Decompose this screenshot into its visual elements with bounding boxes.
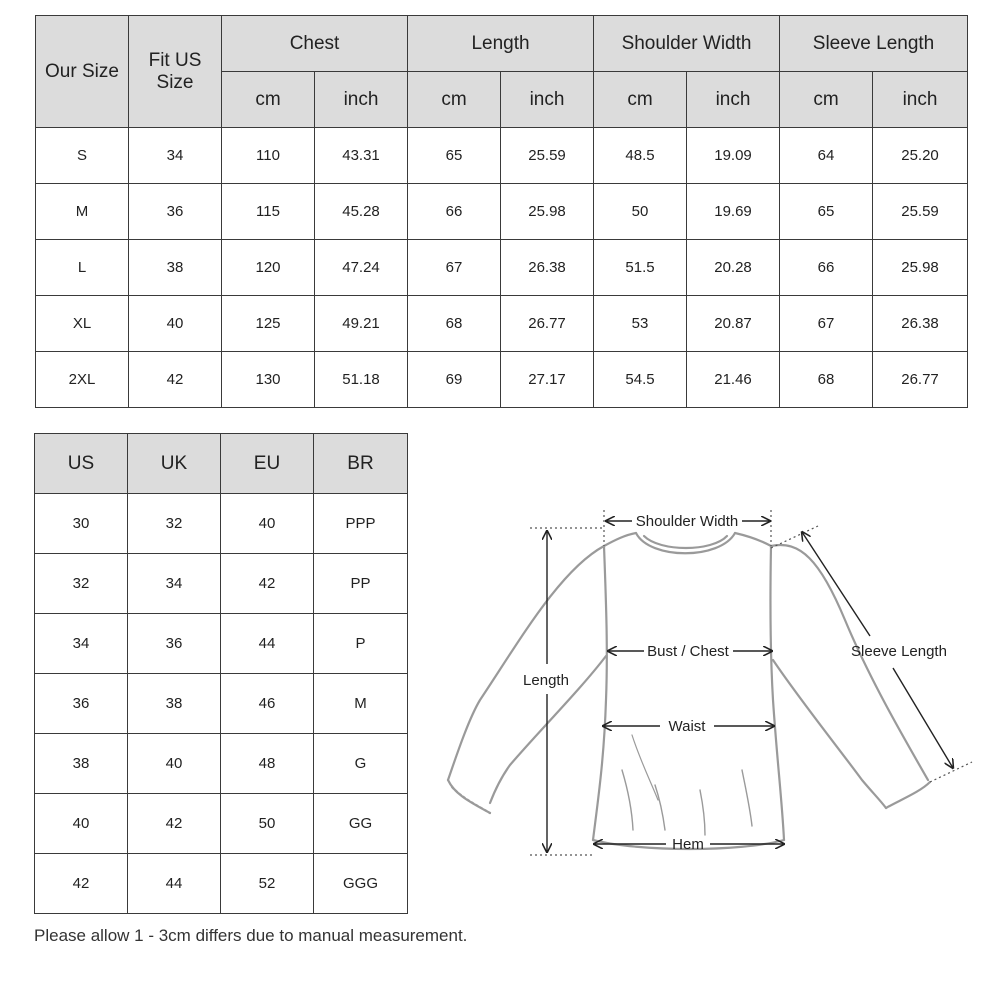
guide-lines: [530, 510, 972, 855]
cell-shoulder-cm: 54.5: [594, 352, 687, 408]
cell-sleeve-inch: 25.20: [873, 128, 968, 184]
cell-eu: 42: [221, 554, 314, 614]
header-chest: Chest: [222, 16, 408, 72]
cell-sleeve-inch: 25.98: [873, 240, 968, 296]
cell-br: G: [314, 734, 408, 794]
cell-length-inch: 26.77: [501, 296, 594, 352]
cell-eu: 48: [221, 734, 314, 794]
cell-sleeve-cm: 64: [780, 128, 873, 184]
cell-length-inch: 25.98: [501, 184, 594, 240]
subheader-shoulder-cm: cm: [594, 72, 687, 128]
cell-chest-cm: 110: [222, 128, 315, 184]
header-sleeve-length: Sleeve Length: [780, 16, 968, 72]
table-row: [35, 674, 408, 734]
cell-eu: 52: [221, 854, 314, 914]
label-bust-chest: Bust / Chest: [647, 643, 729, 660]
measurement-note: Please allow 1 - 3cm differs due to manual measurement.: [34, 926, 468, 945]
header-fit-us-size: [129, 16, 222, 128]
subheader-shoulder-inch: inch: [687, 72, 780, 128]
cell-eu: 40: [221, 494, 314, 554]
cell-sleeve-inch: 26.77: [873, 352, 968, 408]
cell-sleeve-cm: 68: [780, 352, 873, 408]
header-fit-us-size-line1: Fit US: [148, 49, 202, 71]
header-br: BR: [314, 434, 408, 494]
cell-chest-cm: 120: [222, 240, 315, 296]
measurement-arrows: [547, 521, 953, 852]
cell-br: GGG: [314, 854, 408, 914]
cell-chest-cm: 115: [222, 184, 315, 240]
cell-sleeve-inch: 26.38: [873, 296, 968, 352]
cell-sleeve-cm: 65: [780, 184, 873, 240]
cell-us: 32: [35, 554, 128, 614]
cell-uk: 32: [128, 494, 221, 554]
cell-length-cm: 67: [408, 240, 501, 296]
cell-length-cm: 69: [408, 352, 501, 408]
cell-chest-inch: 43.31: [315, 128, 408, 184]
cell-us: 34: [35, 614, 128, 674]
table-row: [35, 854, 408, 914]
cell-length-inch: 25.59: [501, 128, 594, 184]
cell-br: GG: [314, 794, 408, 854]
table-row: [35, 614, 408, 674]
cell-size: M: [36, 184, 129, 240]
cell-shoulder-inch: 20.87: [687, 296, 780, 352]
cell-length-cm: 66: [408, 184, 501, 240]
cell-chest-inch: 47.24: [315, 240, 408, 296]
header-length: Length: [408, 16, 594, 72]
cell-uk: 40: [128, 734, 221, 794]
cell-shoulder-inch: 19.69: [687, 184, 780, 240]
cell-us: 40: [129, 296, 222, 352]
cell-uk: 42: [128, 794, 221, 854]
subheader-length-inch: inch: [501, 72, 594, 128]
table-row: [36, 240, 968, 296]
subheader-chest-cm: cm: [222, 72, 315, 128]
label-length: Length: [523, 672, 569, 689]
cell-length-inch: 26.38: [501, 240, 594, 296]
table-row: [36, 352, 968, 408]
cell-shoulder-cm: 53: [594, 296, 687, 352]
label-hem: Hem: [672, 836, 704, 853]
cell-us: 38: [35, 734, 128, 794]
cell-us: 36: [129, 184, 222, 240]
cell-us: 42: [35, 854, 128, 914]
cell-uk: 36: [128, 614, 221, 674]
label-shoulder-width: Shoulder Width: [635, 513, 739, 530]
cell-chest-inch: 49.21: [315, 296, 408, 352]
header-eu: EU: [221, 434, 314, 494]
cell-us: 40: [35, 794, 128, 854]
cell-us: 30: [35, 494, 128, 554]
cell-length-cm: 65: [408, 128, 501, 184]
cell-us: 38: [129, 240, 222, 296]
label-sleeve-length: Sleeve Length: [851, 643, 947, 660]
cell-uk: 44: [128, 854, 221, 914]
cell-eu: 44: [221, 614, 314, 674]
cell-uk: 38: [128, 674, 221, 734]
cell-chest-cm: 130: [222, 352, 315, 408]
size-conversion-table: [34, 433, 408, 914]
cell-shoulder-inch: 21.46: [687, 352, 780, 408]
table-row: [36, 128, 968, 184]
cell-sleeve-cm: 67: [780, 296, 873, 352]
cell-us: 42: [129, 352, 222, 408]
cell-uk: 34: [128, 554, 221, 614]
cell-us: 36: [35, 674, 128, 734]
cell-size: 2XL: [36, 352, 129, 408]
header-our-size: Our Size: [36, 16, 129, 128]
cell-chest-inch: 51.18: [315, 352, 408, 408]
subheader-sleeve-cm: cm: [780, 72, 873, 128]
table-row: [36, 296, 968, 352]
header-uk: UK: [128, 434, 221, 494]
cell-eu: 46: [221, 674, 314, 734]
cell-shoulder-cm: 48.5: [594, 128, 687, 184]
cell-length-cm: 68: [408, 296, 501, 352]
table-row: [36, 184, 968, 240]
subheader-sleeve-inch: inch: [873, 72, 968, 128]
size-chart-table: [35, 15, 968, 408]
subheader-length-cm: cm: [408, 72, 501, 128]
cell-br: P: [314, 614, 408, 674]
cell-sleeve-cm: 66: [780, 240, 873, 296]
table-row: [35, 554, 408, 614]
cell-us: 34: [129, 128, 222, 184]
cell-size: L: [36, 240, 129, 296]
cell-shoulder-cm: 50: [594, 184, 687, 240]
cell-shoulder-inch: 20.28: [687, 240, 780, 296]
header-fit-us-size-line2: Size: [156, 71, 194, 93]
cell-br: PPP: [314, 494, 408, 554]
cell-chest-inch: 45.28: [315, 184, 408, 240]
subheader-chest-inch: inch: [315, 72, 408, 128]
header-us: US: [35, 434, 128, 494]
cell-shoulder-inch: 19.09: [687, 128, 780, 184]
cell-size: S: [36, 128, 129, 184]
cell-sleeve-inch: 25.59: [873, 184, 968, 240]
cell-eu: 50: [221, 794, 314, 854]
cell-length-inch: 27.17: [501, 352, 594, 408]
table-row: [35, 494, 408, 554]
cell-br: PP: [314, 554, 408, 614]
cell-br: M: [314, 674, 408, 734]
cell-size: XL: [36, 296, 129, 352]
table-row: [35, 734, 408, 794]
table-row: [35, 794, 408, 854]
cell-chest-cm: 125: [222, 296, 315, 352]
header-shoulder-width: Shoulder Width: [594, 16, 780, 72]
label-waist: Waist: [668, 718, 706, 735]
garment-measurement-diagram: [430, 495, 990, 875]
sweater-outline: [448, 533, 930, 849]
cell-shoulder-cm: 51.5: [594, 240, 687, 296]
